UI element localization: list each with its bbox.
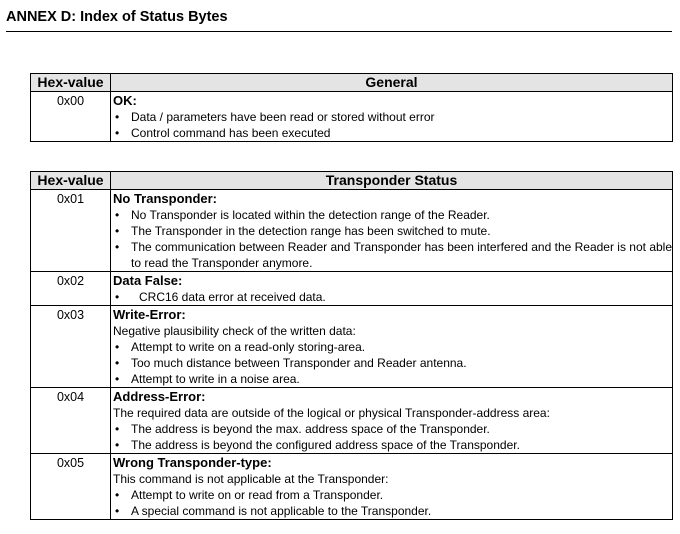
bullet-list bbox=[113, 339, 672, 387]
bullet-glyph: • bbox=[115, 372, 120, 386]
bullet-glyph: • bbox=[115, 290, 120, 304]
hex-value-header: Hex-value bbox=[31, 74, 111, 92]
bullet-list bbox=[113, 487, 672, 519]
bullet-glyph: • bbox=[115, 110, 120, 124]
description-cell bbox=[111, 190, 673, 272]
status-title: Write-Error: bbox=[113, 307, 186, 322]
table-row bbox=[31, 92, 673, 142]
list-item: • A special command is not applicable to the Transponder. bbox=[115, 504, 432, 518]
table-row bbox=[31, 388, 673, 454]
status-title: Address-Error: bbox=[113, 389, 206, 404]
list-item: • Control command has been executed bbox=[115, 126, 331, 140]
list-item: • CRC16 data error at received data. bbox=[115, 290, 326, 304]
bullet-glyph: • bbox=[115, 224, 120, 238]
table-row bbox=[31, 306, 673, 388]
general-status-table bbox=[30, 73, 673, 142]
list-item: • The address is beyond the configured address space of the Transponder. bbox=[115, 438, 520, 452]
description-cell bbox=[111, 272, 673, 306]
list-item: • Data / parameters have been read or stored without error bbox=[115, 110, 435, 124]
list-item: • Attempt to write on or read from a Transponder. bbox=[115, 488, 384, 502]
bullet-glyph: • bbox=[115, 438, 120, 452]
hex-value-cell: 0x02 bbox=[31, 272, 111, 306]
bullet-glyph: • bbox=[115, 504, 120, 518]
bullet-list bbox=[113, 289, 672, 305]
hex-value-cell: 0x04 bbox=[31, 388, 111, 454]
status-intro: Negative plausibility check of the written data: bbox=[113, 324, 356, 338]
hex-value-cell: 0x01 bbox=[31, 190, 111, 272]
status-title: Data False: bbox=[113, 273, 183, 288]
description-cell bbox=[111, 92, 673, 142]
hex-value-cell: 0x03 bbox=[31, 306, 111, 388]
status-title: Wrong Transponder-type: bbox=[113, 455, 272, 470]
list-item: • No Transponder is located within the detection range of the Reader. bbox=[115, 208, 490, 222]
bullet-glyph: • bbox=[115, 356, 120, 370]
bullet-glyph: • bbox=[115, 488, 120, 502]
description-cell bbox=[111, 388, 673, 454]
bullet-glyph: • bbox=[115, 422, 120, 436]
bullet-glyph: • bbox=[115, 208, 120, 222]
table-header-row bbox=[31, 74, 673, 92]
list-item: • Attempt to write on a read-only storing-area. bbox=[115, 340, 366, 354]
bullet-glyph: • bbox=[115, 240, 120, 254]
hex-value-cell: 0x05 bbox=[31, 454, 111, 520]
table-header-row bbox=[31, 172, 673, 190]
hex-value-cell: 0x00 bbox=[31, 92, 111, 142]
status-intro: This command is not applicable at the Transponder: bbox=[113, 472, 389, 486]
description-cell bbox=[111, 306, 673, 388]
transponder-status-table bbox=[30, 171, 673, 520]
bullet-list bbox=[113, 109, 672, 141]
list-item: • The Transponder in the detection range has been switched to mute. bbox=[115, 224, 491, 238]
general-header: General bbox=[111, 74, 673, 92]
status-intro: The required data are outside of the logical or physical Transponder-address area: bbox=[113, 406, 550, 420]
table-row bbox=[31, 454, 673, 520]
transponder-status-header: Transponder Status bbox=[111, 172, 673, 190]
description-cell bbox=[111, 454, 673, 520]
table-row bbox=[31, 272, 673, 306]
status-title: No Transponder: bbox=[113, 191, 218, 206]
bullet-list bbox=[113, 421, 672, 453]
list-item: • Too much distance between Transponder and Reader antenna. bbox=[115, 356, 467, 370]
annex-heading: ANNEX D: Index of Status Bytes bbox=[6, 8, 672, 32]
status-title: OK: bbox=[113, 93, 137, 108]
list-item: • Attempt to write in a noise area. bbox=[115, 372, 300, 386]
hex-value-header: Hex-value bbox=[31, 172, 111, 190]
bullet-list bbox=[113, 207, 672, 271]
list-item: • The communication between Reader and Transponder has been interfered and the Reader is not able to read the Transponder anymore. bbox=[115, 240, 673, 270]
table-row bbox=[31, 190, 673, 272]
list-item: • The address is beyond the max. address space of the Transponder. bbox=[115, 422, 490, 436]
bullet-glyph: • bbox=[115, 126, 120, 140]
bullet-glyph: • bbox=[115, 340, 120, 354]
